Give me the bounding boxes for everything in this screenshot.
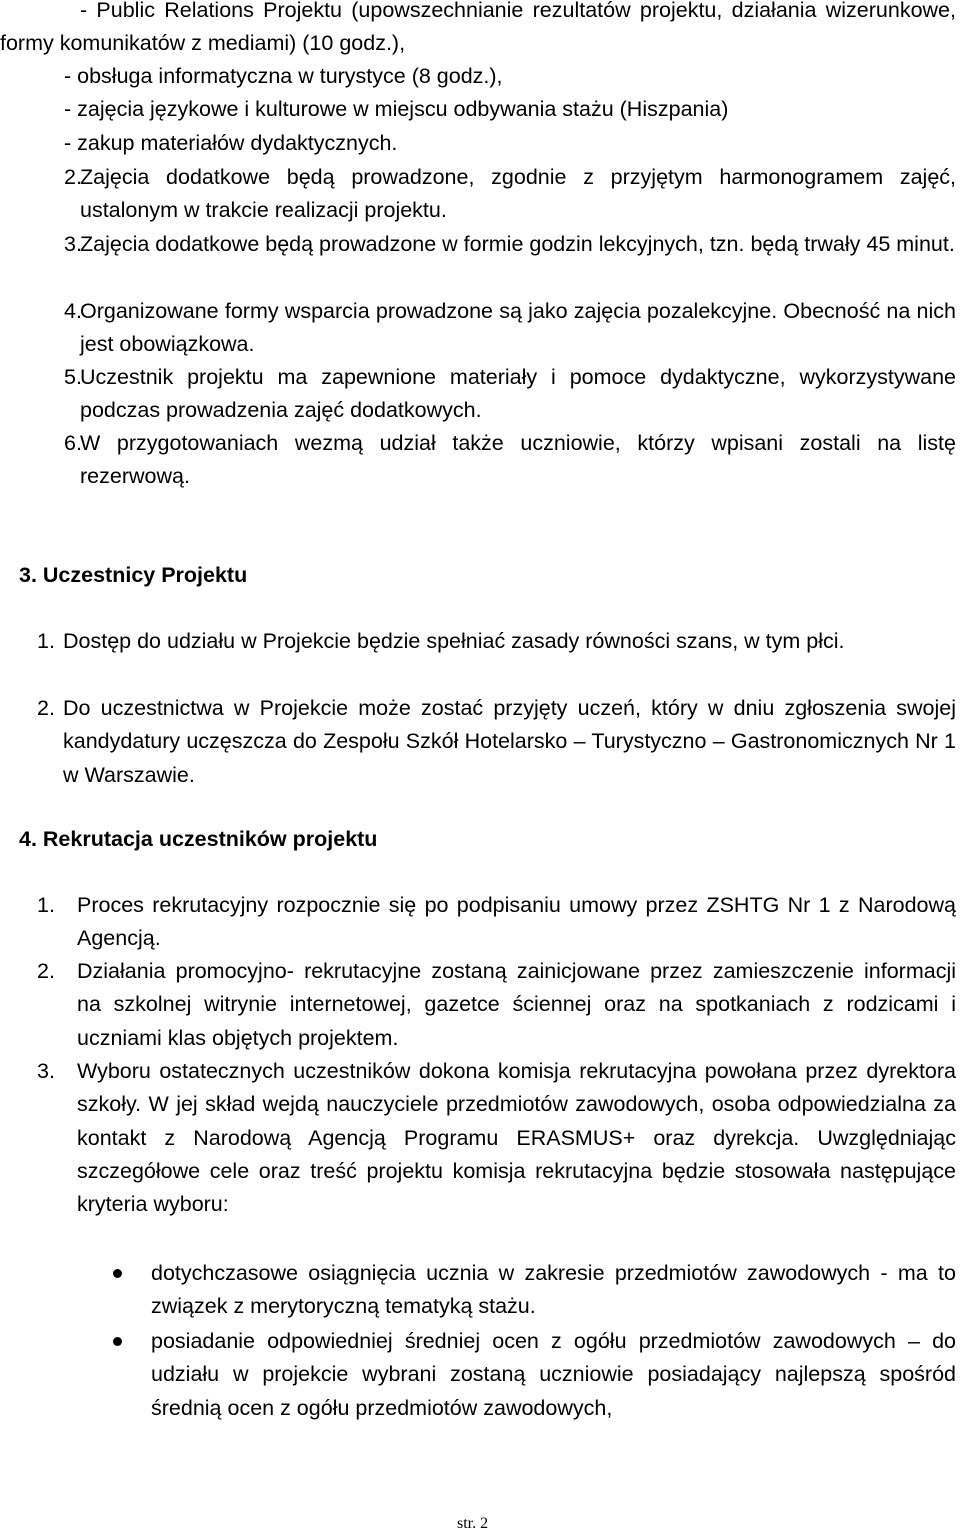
list-number: 5. xyxy=(64,365,82,389)
bullet-icon xyxy=(113,1337,122,1346)
section-heading: 4. Rekrutacja uczestników projektu xyxy=(19,827,378,851)
list-text: Uczestnik projektu ma zapewnione materiały i pomoce dydaktyczne, wykorzystywane podczas prowadzenia zajęć dodatkowych. xyxy=(80,365,956,423)
list-number: 6. xyxy=(64,431,82,455)
dash-item: - zakup materiałów dydaktycznych. xyxy=(64,131,398,155)
dash-item: - obsługa informatyczna w turystyce (8 godz.), xyxy=(64,64,503,88)
list-text: W przygotowaniach wezmą udział także uczniowie, którzy wpisani zostali na listę rezerwową. xyxy=(80,431,956,489)
list-text: Działania promocyjno- rekrutacyjne zostaną zainicjowane przez zamieszczenie informacji na szkolnej witrynie internetowej, gazetce ściennej oraz na spotkaniach z rodzicami i uczniami klas objętych projektem. xyxy=(77,959,956,1050)
dash-item: - zajęcia językowe i kulturowe w miejscu odbywania stażu (Hiszpania) xyxy=(64,97,729,121)
list-text: Dostęp do udziału w Projekcie będzie spełniać zasady równości szans, w tym płci. xyxy=(63,629,845,653)
list-number: 2. xyxy=(37,959,55,983)
list-number: 2. xyxy=(64,165,82,189)
list-number: 1. xyxy=(37,629,55,653)
section-heading: 3. Uczestnicy Projektu xyxy=(19,563,248,587)
list-text: Proces rekrutacyjny rozpocznie się po podpisaniu umowy przez ZSHTG Nr 1 z Narodową Agencją. xyxy=(77,893,956,951)
page-number: str. 2 xyxy=(457,1515,489,1532)
list-number: 2. xyxy=(37,696,55,720)
list-text: Wyboru ostatecznych uczestników dokona komisja rekrutacyjna powołana przez dyrektora szkoły. W jej skład wejdą nauczyciele przedmiotów zawodowych, osoba odpowiedzialna za kontakt z Narodową Agencją Programu ERASMUS+ oraz dyrekcja. Uwzględniając szczegółowe cele oraz treść projektu komisja rekrutacyjna będzie stosowała następujące kryteria wyboru: xyxy=(77,1059,956,1217)
dash-item: - Public Relations Projektu (upowszechnianie rezultatów projektu, działania wizerunkowe, formy komunikatów z mediami) (10 godz.), xyxy=(0,0,956,56)
bullet-item: dotychczasowe osiągnięcia ucznia w zakresie przedmiotów zawodowych - ma to związek z merytoryczną tematyką stażu. xyxy=(151,1261,956,1319)
list-number: 1. xyxy=(37,893,55,917)
list-number: 4. xyxy=(64,299,82,323)
list-text: Zajęcia dodatkowe będą prowadzone, zgodnie z przyjętym harmonogramem zajęć, ustalonym w trakcie realizacji projektu. xyxy=(80,165,956,223)
list-text: Do uczestnictwa w Projekcie może zostać przyjęty uczeń, który w dniu zgłoszenia swojej kandydatury uczęszcza do Zespołu Szkół Hotelarsko – Turystyczno – Gastronomicznych Nr 1 w Warszawie. xyxy=(63,696,956,787)
bullet-icon xyxy=(113,1269,122,1278)
list-number: 3. xyxy=(37,1059,55,1083)
list-text: Organizowane formy wsparcia prowadzone są jako zajęcia pozalekcyjne. Obecność na nich jest obowiązkowa. xyxy=(80,299,956,357)
list-number: 3. xyxy=(64,232,82,256)
bullet-item: posiadanie odpowiedniej średniej ocen z ogółu przedmiotów zawodowych – do udziału w projekcie wybrani zostaną uczniowie posiadający najlepszą spośród średnią ocen z ogółu przedmiotów zawodowych, xyxy=(151,1329,956,1420)
list-text: Zajęcia dodatkowe będą prowadzone w formie godzin lekcyjnych, tzn. będą trwały 45 minut. xyxy=(80,232,955,256)
